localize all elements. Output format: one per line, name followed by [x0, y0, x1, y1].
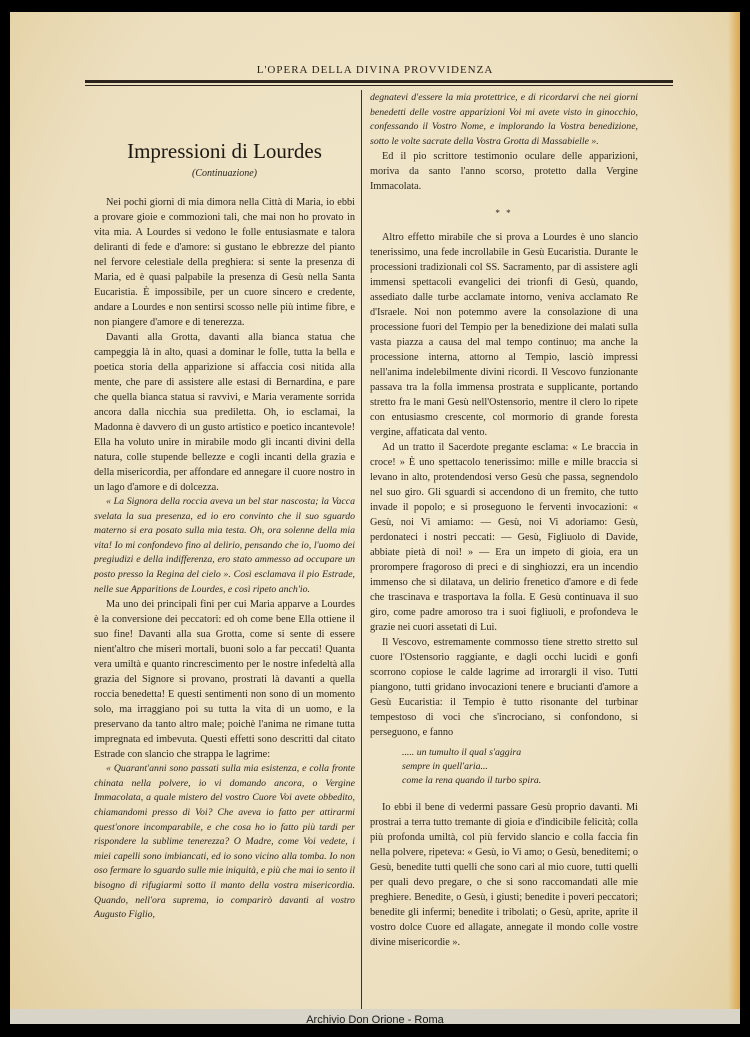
running-head: L'OPERA DELLA DIVINA PROVVIDENZA	[256, 64, 494, 76]
right-paragraphs-top	[370, 91, 638, 194]
verse-line: come la rena quando il turbo spira.	[402, 775, 542, 787]
right-column	[370, 91, 638, 950]
right-paragraphs-middle	[370, 230, 638, 740]
archive-caption: Archivio Don Orione - Roma	[306, 1014, 444, 1026]
article-subtitle: (Continuazione)	[192, 168, 257, 179]
paragraph: Davanti alla Grotta, davanti alla bianca statua che campeggia là in alto, quasi a dominar le folle, tutta la bella e poetica storia della apparizione si affaccia così nitida alla mente, che pare di assistere alle estasi di Bernardina, e pare che quella bianca statua si ravvivi, e Maria veramente sorrida ancora dalla nicchia sua prediletta. Oh, io esclamai, la Madonna è davvero di un gusto artistico e poetico incantevole! Ella ha voluto unire in mirabile modo gli incanti divini della natura, colle stupende bellezze e cogli incanti della grazia e della misericordia, per affondare ed annegare il cuore nostro in un lago d'amore e di dolcezza.	[94, 332, 355, 493]
verse-line: sempre in quell'aria...	[402, 761, 488, 773]
paragraph: degnatevi d'essere la mia protettrice, e di ricordarvi che nei giorni benedetti delle vostre apparizioni Voi mi avete visto in ginocchio, confessando il Vostro Nome, e implorando la Vostra benedizione, sotto le volte sacrate della Vostra Grotta di Massabielle ».	[370, 92, 638, 147]
paragraph: Altro effetto mirabile che si prova a Lourdes è uno slancio tenerissimo, una fede incrollabile in Gesù Eucaristia. Durante le processioni tradizionali col SS. Sacramento, par di assistere agli immensi spettacoli evangelici dei trionfi di Gesù, quando, assediato dalle turbe acclamate intorno, veniva acclamato Re d'Israele. Noi non potemmo avere la consolazione di una processione fuori del Tempio per la benedizione dei malati sulla vasta piazza a causa del mal tempo continuo; ma anche la processione interna, attorno al Tempio, lasciò impressi nell'anima indelebilmente divini ricordi. Il Vescovo funzionante passava tra la folla immensa prostrata e supplicante, portando stretto fra le mani Gesù nell'Ostensorio, mentre il clero lo ripete con entusiasmo crescente, col mormorio di grande foresta vergine, affaticata dal vento.	[370, 232, 638, 439]
paragraph: Ad un tratto il Sacerdote pregante esclama: « Le braccia in croce! » È uno spettacolo tenerissimo: mille e mille braccia si levano in alto, protendendosi verso Gesù che passa, segnendolo nel suo giro. Gli sguardi si accendono di un fremito, che tutto invade il popolo; e si proseguono le ferventi invocazioni: « Gesù, noi Vi amiamo: — Gesù, noi Vi adoriamo: Gesù, perdonateci i nostri peccati: — Gesù, Figliuolo di Davide, abbiate pietà di noi! » — Era un impeto di gioia, era un prorompere fragoroso di preci e di singhiozzi, era un incendio immenso che si dilatava, un delirio frenetico d'amore e di fede che trascinava e trasportava la folla. E Gesù continuava il suo giro, come padre amoroso tra i suoi figliuoli, e profondeva le grazie nei cuori assetati di Lui.	[370, 442, 638, 634]
scanned-page	[10, 12, 740, 1024]
paragraph: « Quarant'anni sono passati sulla mia esistenza, e colla fronte chinata nella polvere, io vi domando ancora, o Vergine Immacolata, a quale mistero del vostro Cuore Voi avete obbedito, chiamandomi presso di Voi? Che aveva io fatto per attirarmi quest'onore incomparabile, e che cosa ho io fatto più tardi per rispondere la sublime tenerezza? O Madre, come Voi vedete, i miei capelli sono imbiancati, ed io sono vicino alla tomba. Io non oso fermare lo sguardo sulle mie iniquità, e più che mai io sento il bisogno di rifugiarmi sotto il manto della vostra misericordia. Quando, nell'ora suprema, io comparirò davanti al vostro Augusto Figlio,	[94, 763, 355, 921]
paragraph: « La Signora della roccia aveva un bel star nascosta; la Vacca svelata la sua presenza, ed io ero convinto che il suo sguardo materno si era posato sulla mia testa. Oh, ora solenne della mia vita! Io mi confondevo fino al delirio, pensando che io, l'uomo dei pregiudizi e della indifferenza, ero stato ammesso ad occupare un posto presso la Regina del cielo ». Così esclamava il pio Estrade, nelle sue Apparitions de Lourdes, e così ripeto anch'io.	[94, 496, 355, 595]
verse-line: ..... un tumulto il qual s'aggira	[402, 747, 522, 759]
paragraph: Nei pochi giorni di mia dimora nella Città di Maria, io ebbi a provare gioie e commozioni tali, che mai non ho provato in vita mia. A Lourdes si vedono le folle entusiasmate e talora deliranti di fede e d'amore: si gustano le ebbrezze del pianto nel fervore celestiale della preghiera: si sente la presenza di Maria, ed è quasi palpabile la presenza di Gesù nella Santa Eucaristia. È impossibile, per un cuore sincero e credente, andare a Lourdes e non sentirsi scosso nelle più intime fibre, e non piangere d'amore e di tenerezza.	[94, 197, 355, 328]
paragraph: Ma uno dei principali fini per cui Maria apparve a Lourdes è la conversione dei peccatori: ed oh come bene Ella ottiene il suo fine! Davanti alla sua Grotta, come si sente di essere nient'altro che miseri mortali, buoni solo a far peccati! Quanta vera umiltà e quanto rincrescimento per le nostre infedeltà alla grazia del Signore si provano, prostrati là davanti a quella roccia benedetta! E questi sentimenti non sono di un momento solo, ma irraggiano poi su tutta la vita di un uomo, e la preservano da tanto altro male; poichè l'anima ne rimane tutta impregnata ed imbevuta. Questi effetti sono descritti dal citato Estrade con slancio che strappa le lagrime:	[94, 599, 355, 761]
page-edge-stain	[728, 12, 740, 1024]
right-paragraphs-bottom	[370, 800, 638, 950]
header-rule-thin	[85, 85, 673, 86]
paragraph: Io ebbi il bene di vedermi passare Gesù proprio davanti. Mi prostrai a terra tutto tremante di gioia e d'indicibile felicità; colla più profonda umiltà, col più fervido slancio e colla faccia fin nella polvere, ripeteva: « Gesù, io Vi amo; o Gesù, beneditemi; o Gesù, benedite tutti quelli che sono cari al mio cuore, tutti quelli per quali devo pregare, o che si sono raccomandati alle mie preghiere. Benedite, o Gesù, i giusti; benedite i poveri peccatori; benedite gli infermi; benedite i tribolati; o Gesù, aprite, aprite il vostro dolce Cuore ed allagate, annegate il mondo colle vostre divine misericordie ».	[370, 802, 638, 949]
header-rule-thick	[85, 80, 673, 83]
paragraph: Ed il pio scrittore testimonio oculare delle apparizioni, moriva da santo l'anno scorso, protetto dalla Vergine Immacolata.	[370, 151, 638, 193]
article-title: Impressioni di Lourdes	[127, 139, 322, 163]
left-column	[94, 138, 355, 923]
verse-quotation	[402, 746, 638, 788]
section-asterism: * *	[495, 208, 513, 219]
column-divider	[361, 90, 362, 1010]
left-paragraphs	[94, 195, 355, 923]
paragraph: Il Vescovo, estremamente commosso tiene stretto stretto sul cuore l'Ostensorio raggiante, e dagli occhi lucidi e gonfi scorrono copiose le calde lagrime ad irrorargli il viso. Tutti piangono, tutti gridano invocazioni tenere e brucianti d'amore a Gesù Eucaristia: il Tempio è tutto risonante del turbinar tempestoso di voci che s'incrociano, si confondono, si perseguono, e fanno	[370, 637, 638, 739]
